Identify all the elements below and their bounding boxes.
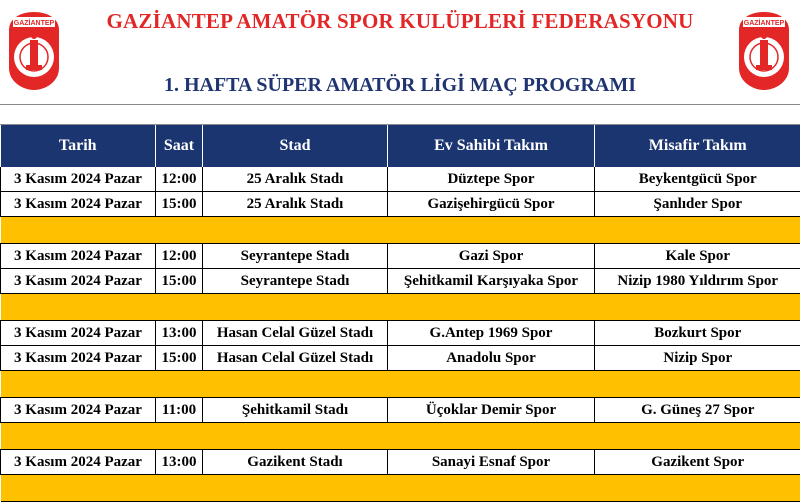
match-schedule-table	[0, 125, 800, 502]
table-row	[1, 450, 800, 475]
table-row	[1, 321, 800, 346]
home-team: Şehitkamil Karşıyaka Spor	[388, 269, 595, 294]
group-separator	[1, 217, 800, 244]
match-time: 15:00	[156, 192, 203, 217]
match-date: 3 Kasım 2024 Pazar	[1, 398, 156, 423]
group-separator	[1, 475, 800, 502]
group-separator	[1, 294, 800, 321]
group-separator	[1, 371, 800, 398]
group-separator	[1, 423, 800, 450]
column-header-away-team: Misafir Takım	[595, 125, 800, 167]
match-date: 3 Kasım 2024 Pazar	[1, 167, 156, 192]
away-team: Beykentgücü Spor	[595, 167, 800, 192]
home-team: Gazi Spor	[388, 244, 595, 269]
logo-left-text: GAZİANTEP	[14, 19, 55, 27]
match-time: 11:00	[156, 398, 203, 423]
match-date: 3 Kasım 2024 Pazar	[1, 450, 156, 475]
match-stadium: Gazikent Stadı	[203, 450, 388, 475]
away-team: Kale Spor	[595, 244, 800, 269]
home-team: Düztepe Spor	[388, 167, 595, 192]
home-team: G.Antep 1969 Spor	[388, 321, 595, 346]
match-time: 12:00	[156, 167, 203, 192]
home-team: Sanayi Esnaf Spor	[388, 450, 595, 475]
match-time: 15:00	[156, 346, 203, 371]
divider-line	[0, 104, 800, 105]
home-team: Anadolu Spor	[388, 346, 595, 371]
federation-title: GAZİANTEP AMATÖR SPOR KULÜPLERİ FEDERASYONU	[0, 9, 800, 34]
home-team: Üçoklar Demir Spor	[388, 398, 595, 423]
table-header-row	[1, 125, 800, 167]
table-row	[1, 244, 800, 269]
away-team: Gazikent Spor	[595, 450, 800, 475]
match-date: 3 Kasım 2024 Pazar	[1, 192, 156, 217]
match-date: 3 Kasım 2024 Pazar	[1, 244, 156, 269]
away-team: G. Güneş 27 Spor	[595, 398, 800, 423]
match-stadium: Hasan Celal Güzel Stadı	[203, 346, 388, 371]
away-team: Nizip 1980 Yıldırım Spor	[595, 269, 800, 294]
match-date: 3 Kasım 2024 Pazar	[1, 346, 156, 371]
match-stadium: Şehitkamil Stadı	[203, 398, 388, 423]
column-header-time: Saat	[156, 125, 203, 167]
match-stadium: Hasan Celal Güzel Stadı	[203, 321, 388, 346]
match-date: 3 Kasım 2024 Pazar	[1, 321, 156, 346]
table-row	[1, 167, 800, 192]
match-time: 15:00	[156, 269, 203, 294]
match-time: 13:00	[156, 450, 203, 475]
schedule-title: 1. HAFTA SÜPER AMATÖR LİGİ MAÇ PROGRAMI	[0, 74, 800, 97]
match-stadium: Seyrantepe Stadı	[203, 244, 388, 269]
column-header-stadium: Stad	[203, 125, 388, 167]
match-time: 13:00	[156, 321, 203, 346]
logo-right-text: GAZİANTEP	[744, 19, 785, 27]
table-row	[1, 269, 800, 294]
away-team: Şanlıder Spor	[595, 192, 800, 217]
table-row	[1, 398, 800, 423]
table-row	[1, 346, 800, 371]
table-row	[1, 192, 800, 217]
match-stadium: 25 Aralık Stadı	[203, 167, 388, 192]
column-header-date: Tarih	[1, 125, 156, 167]
match-time: 12:00	[156, 244, 203, 269]
column-header-home-team: Ev Sahibi Takım	[388, 125, 595, 167]
match-stadium: Seyrantepe Stadı	[203, 269, 388, 294]
away-team: Nizip Spor	[595, 346, 800, 371]
match-date: 3 Kasım 2024 Pazar	[1, 269, 156, 294]
away-team: Bozkurt Spor	[595, 321, 800, 346]
home-team: Gazişehirgücü Spor	[388, 192, 595, 217]
match-stadium: 25 Aralık Stadı	[203, 192, 388, 217]
